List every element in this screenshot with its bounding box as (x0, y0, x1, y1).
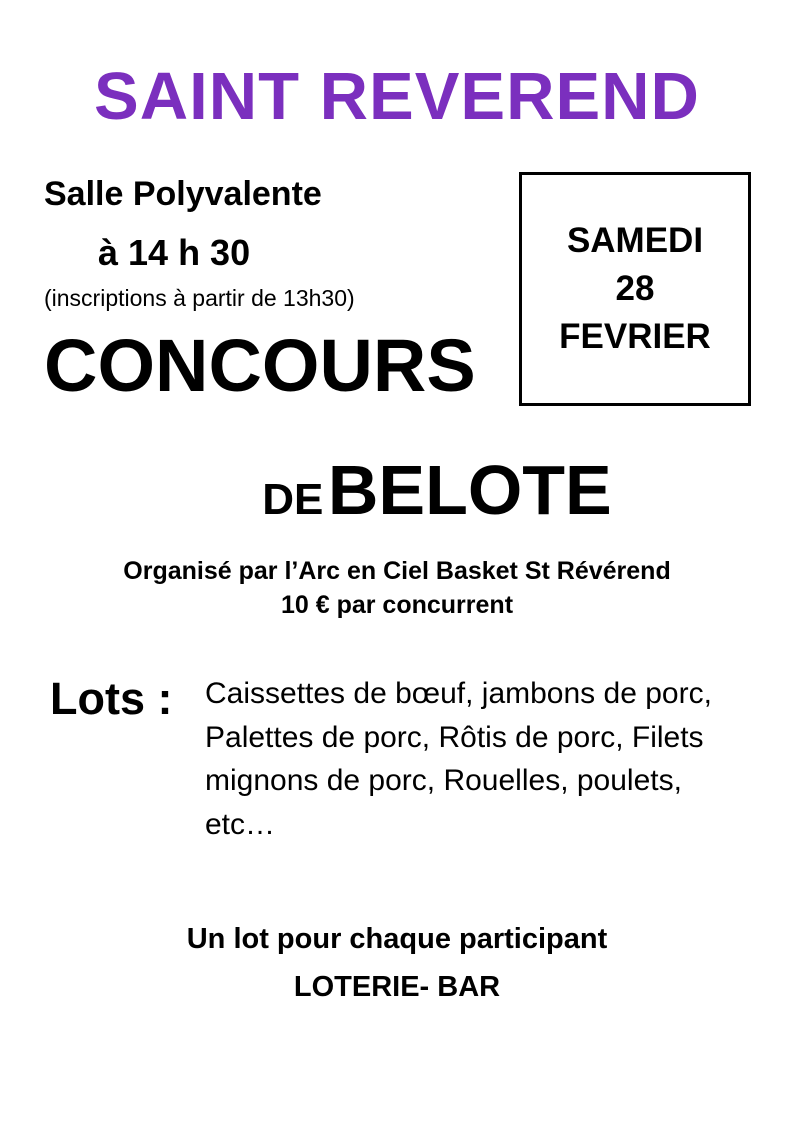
headline-belote: BELOTE (327, 451, 612, 529)
registration-note: (inscriptions à partir de 13h30) (44, 285, 355, 311)
date-day: 28 (615, 269, 655, 309)
price-label: 10 € par concurrent (280, 591, 514, 619)
date-box (519, 172, 751, 406)
prizes-heading: Lots : (50, 673, 173, 724)
organiser-label: Organisé par l’Arc en Ciel Basket St Révérend (123, 557, 671, 585)
headline-de: DE (262, 475, 324, 524)
prizes-list: Caissettes de bœuf, jambons de porc, Palettes de porc, Rôtis de porc, Filets mignons de porc, Rouelles, poulets, etc… (205, 677, 712, 841)
footer-participation-note: Un lot pour chaque participant (186, 923, 608, 955)
page-title: SAINT REVEREND (94, 59, 700, 134)
headline-belote-line (0, 451, 794, 529)
venue-label: Salle Polyvalente (44, 175, 322, 213)
prizes-section (50, 672, 750, 846)
date-weekday: SAMEDI (566, 221, 704, 261)
headline-concours: CONCOURS (44, 324, 476, 407)
start-time-label: à 14 h 30 (98, 232, 251, 273)
footer-extras: LOTERIE- BAR (293, 971, 501, 1003)
date-month: FEVRIER (559, 316, 711, 356)
